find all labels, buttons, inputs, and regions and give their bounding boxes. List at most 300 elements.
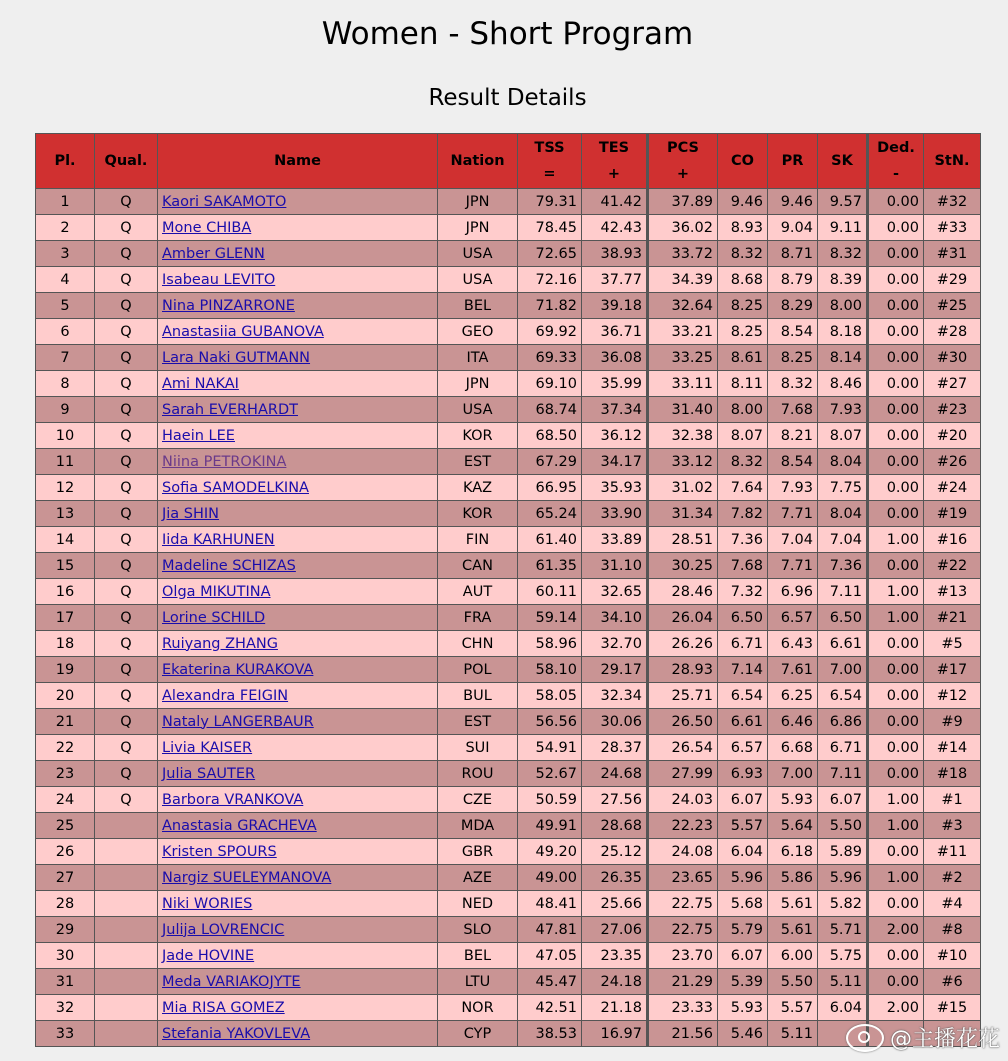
header-stn bbox=[924, 134, 981, 189]
cell-tes: 26.35 bbox=[582, 865, 648, 891]
cell-pl: 16 bbox=[36, 579, 95, 605]
cell-nation: BUL bbox=[438, 683, 518, 709]
cell-tes: 23.35 bbox=[582, 943, 648, 969]
cell-qual: Q bbox=[95, 319, 158, 345]
table-row bbox=[36, 319, 981, 345]
cell-stn: #27 bbox=[924, 371, 981, 397]
table-row bbox=[36, 345, 981, 371]
skater-name-link[interactable]: Nataly LANGERBAUR bbox=[162, 713, 314, 730]
cell-qual bbox=[95, 865, 158, 891]
header-co-label: CO bbox=[731, 153, 754, 169]
cell-nation: EST bbox=[438, 449, 518, 475]
cell-pl: 11 bbox=[36, 449, 95, 475]
cell-pcs: 26.50 bbox=[648, 709, 718, 735]
table-row bbox=[36, 917, 981, 943]
cell-tes: 42.43 bbox=[582, 215, 648, 241]
cell-stn: #23 bbox=[924, 397, 981, 423]
skater-name-link[interactable]: Iida KARHUNEN bbox=[162, 531, 275, 548]
skater-name-link[interactable]: Ruiyang ZHANG bbox=[162, 635, 278, 652]
cell-pl: 9 bbox=[36, 397, 95, 423]
cell-pl: 21 bbox=[36, 709, 95, 735]
table-row bbox=[36, 605, 981, 631]
cell-pl: 28 bbox=[36, 891, 95, 917]
cell-pl: 18 bbox=[36, 631, 95, 657]
skater-name-link[interactable]: Nina PINZARRONE bbox=[162, 297, 295, 314]
cell-pl: 5 bbox=[36, 293, 95, 319]
cell-nation: USA bbox=[438, 397, 518, 423]
cell-tss: 69.92 bbox=[518, 319, 582, 345]
cell-qual: Q bbox=[95, 657, 158, 683]
cell-ded: 0.00 bbox=[868, 371, 924, 397]
cell-pcs: 28.46 bbox=[648, 579, 718, 605]
cell-co: 6.04 bbox=[718, 839, 768, 865]
cell-pcs: 28.51 bbox=[648, 527, 718, 553]
cell-name bbox=[158, 787, 438, 813]
skater-name-link[interactable]: Jade HOVINE bbox=[162, 947, 255, 964]
skater-name-link[interactable]: Amber GLENN bbox=[162, 245, 265, 262]
cell-co: 5.93 bbox=[718, 995, 768, 1021]
cell-tes: 31.10 bbox=[582, 553, 648, 579]
cell-pl: 14 bbox=[36, 527, 95, 553]
cell-co: 7.32 bbox=[718, 579, 768, 605]
header-qual-label: Qual. bbox=[104, 153, 148, 169]
cell-sk: 8.46 bbox=[818, 371, 868, 397]
cell-ded: 0.00 bbox=[868, 475, 924, 501]
cell-sk: 7.93 bbox=[818, 397, 868, 423]
cell-name bbox=[158, 293, 438, 319]
cell-stn: #25 bbox=[924, 293, 981, 319]
cell-stn: #33 bbox=[924, 215, 981, 241]
header-name-label: Name bbox=[274, 153, 321, 169]
cell-sk: 6.86 bbox=[818, 709, 868, 735]
cell-ded: 0.00 bbox=[868, 735, 924, 761]
cell-stn: #13 bbox=[924, 579, 981, 605]
cell-sk: 7.11 bbox=[818, 761, 868, 787]
cell-ded: 0.00 bbox=[868, 891, 924, 917]
table-row bbox=[36, 761, 981, 787]
cell-pr: 8.21 bbox=[768, 423, 818, 449]
cell-pr: 9.46 bbox=[768, 189, 818, 215]
cell-pr: 7.00 bbox=[768, 761, 818, 787]
cell-tss: 49.20 bbox=[518, 839, 582, 865]
cell-sk: 8.07 bbox=[818, 423, 868, 449]
cell-name bbox=[158, 657, 438, 683]
skater-name-link[interactable]: Lara Naki GUTMANN bbox=[162, 349, 311, 366]
cell-ded: 0.00 bbox=[868, 423, 924, 449]
cell-pcs: 26.54 bbox=[648, 735, 718, 761]
header-name bbox=[158, 134, 438, 189]
skater-name-link[interactable]: Olga MIKUTINA bbox=[162, 583, 271, 600]
cell-pcs: 32.38 bbox=[648, 423, 718, 449]
skater-name-link[interactable]: Lorine SCHILD bbox=[162, 609, 266, 626]
table-row bbox=[36, 579, 981, 605]
cell-ded: 0.00 bbox=[868, 215, 924, 241]
cell-name bbox=[158, 969, 438, 995]
cell-tes: 21.18 bbox=[582, 995, 648, 1021]
cell-tes: 36.12 bbox=[582, 423, 648, 449]
watermark-text: @主播花花 bbox=[889, 1027, 1000, 1052]
skater-name-link[interactable]: Ekaterina KURAKOVA bbox=[162, 661, 314, 678]
table-row bbox=[36, 189, 981, 215]
cell-pl: 8 bbox=[36, 371, 95, 397]
cell-sk: 5.96 bbox=[818, 865, 868, 891]
cell-tss: 68.50 bbox=[518, 423, 582, 449]
cell-qual: Q bbox=[95, 267, 158, 293]
cell-tss: 61.35 bbox=[518, 553, 582, 579]
table-row bbox=[36, 397, 981, 423]
cell-tss: 72.65 bbox=[518, 241, 582, 267]
cell-name bbox=[158, 319, 438, 345]
cell-co: 8.11 bbox=[718, 371, 768, 397]
cell-nation: JPN bbox=[438, 189, 518, 215]
table-row bbox=[36, 891, 981, 917]
cell-tes: 37.77 bbox=[582, 267, 648, 293]
cell-nation: MDA bbox=[438, 813, 518, 839]
cell-ded: 1.00 bbox=[868, 813, 924, 839]
header-row bbox=[36, 134, 981, 189]
cell-co: 6.54 bbox=[718, 683, 768, 709]
cell-tss: 65.24 bbox=[518, 501, 582, 527]
cell-ded: 0.00 bbox=[868, 709, 924, 735]
cell-qual: Q bbox=[95, 761, 158, 787]
cell-co: 6.61 bbox=[718, 709, 768, 735]
table-row bbox=[36, 657, 981, 683]
skater-name-link[interactable]: Niina PETROKINA bbox=[162, 453, 287, 470]
cell-pcs: 33.11 bbox=[648, 371, 718, 397]
cell-tes: 25.12 bbox=[582, 839, 648, 865]
header-pcs bbox=[648, 134, 718, 189]
cell-tss: 69.10 bbox=[518, 371, 582, 397]
cell-tes: 24.68 bbox=[582, 761, 648, 787]
cell-stn: #5 bbox=[924, 631, 981, 657]
cell-pl: 23 bbox=[36, 761, 95, 787]
cell-stn: #26 bbox=[924, 449, 981, 475]
skater-name-link[interactable]: Isabeau LEVITO bbox=[162, 271, 276, 288]
cell-co: 5.46 bbox=[718, 1021, 768, 1047]
cell-qual bbox=[95, 891, 158, 917]
cell-ded: 0.00 bbox=[868, 397, 924, 423]
table-row bbox=[36, 1021, 981, 1047]
skater-name-link[interactable]: Meda VARIAKOJYTE bbox=[162, 973, 301, 990]
table-row bbox=[36, 735, 981, 761]
cell-pl: 1 bbox=[36, 189, 95, 215]
cell-stn: #15 bbox=[924, 995, 981, 1021]
cell-stn: #8 bbox=[924, 917, 981, 943]
skater-name-link[interactable]: Kristen SPOURS bbox=[162, 843, 277, 860]
cell-stn: #9 bbox=[924, 709, 981, 735]
cell-pcs: 22.75 bbox=[648, 891, 718, 917]
skater-name-link[interactable]: Mia RISA GOMEZ bbox=[162, 999, 285, 1016]
skater-name-link[interactable]: Sarah EVERHARDT bbox=[162, 401, 298, 418]
cell-name bbox=[158, 605, 438, 631]
skater-name-link[interactable]: Kaori SAKAMOTO bbox=[162, 193, 287, 210]
header-nation bbox=[438, 134, 518, 189]
cell-tes: 32.70 bbox=[582, 631, 648, 657]
cell-ded: 0.00 bbox=[868, 189, 924, 215]
cell-tes: 34.17 bbox=[582, 449, 648, 475]
cell-tes: 36.71 bbox=[582, 319, 648, 345]
skater-name-link[interactable]: Haein LEE bbox=[162, 427, 235, 444]
cell-co: 8.93 bbox=[718, 215, 768, 241]
table-row bbox=[36, 865, 981, 891]
cell-sk: 6.54 bbox=[818, 683, 868, 709]
cell-nation: BEL bbox=[438, 943, 518, 969]
cell-name bbox=[158, 1021, 438, 1047]
cell-pcs: 26.26 bbox=[648, 631, 718, 657]
cell-pr: 7.71 bbox=[768, 501, 818, 527]
cell-co: 5.39 bbox=[718, 969, 768, 995]
table-row bbox=[36, 241, 981, 267]
cell-co: 8.32 bbox=[718, 449, 768, 475]
cell-qual bbox=[95, 995, 158, 1021]
cell-qual: Q bbox=[95, 189, 158, 215]
cell-tes: 35.99 bbox=[582, 371, 648, 397]
cell-stn: #17 bbox=[924, 657, 981, 683]
cell-pl: 4 bbox=[36, 267, 95, 293]
cell-co: 7.82 bbox=[718, 501, 768, 527]
cell-pr: 6.96 bbox=[768, 579, 818, 605]
header-pl-label: Pl. bbox=[54, 153, 76, 169]
cell-pr: 7.71 bbox=[768, 553, 818, 579]
table-row bbox=[36, 293, 981, 319]
cell-name bbox=[158, 371, 438, 397]
cell-sk: 7.36 bbox=[818, 553, 868, 579]
cell-tes: 39.18 bbox=[582, 293, 648, 319]
cell-name bbox=[158, 527, 438, 553]
table-row bbox=[36, 839, 981, 865]
cell-tes: 35.93 bbox=[582, 475, 648, 501]
cell-qual: Q bbox=[95, 579, 158, 605]
cell-nation: CYP bbox=[438, 1021, 518, 1047]
cell-nation: CZE bbox=[438, 787, 518, 813]
cell-name bbox=[158, 813, 438, 839]
cell-tes: 30.06 bbox=[582, 709, 648, 735]
cell-tss: 48.41 bbox=[518, 891, 582, 917]
cell-sk: 8.04 bbox=[818, 501, 868, 527]
cell-pr: 5.86 bbox=[768, 865, 818, 891]
cell-stn: #21 bbox=[924, 605, 981, 631]
cell-co: 5.79 bbox=[718, 917, 768, 943]
skater-name-link[interactable]: Alexandra FEIGIN bbox=[162, 687, 289, 704]
cell-name bbox=[158, 241, 438, 267]
cell-sk: 8.18 bbox=[818, 319, 868, 345]
header-qual bbox=[95, 134, 158, 189]
cell-co: 8.61 bbox=[718, 345, 768, 371]
cell-tss: 49.91 bbox=[518, 813, 582, 839]
cell-pr: 7.68 bbox=[768, 397, 818, 423]
cell-qual: Q bbox=[95, 553, 158, 579]
table-row bbox=[36, 215, 981, 241]
cell-nation: GEO bbox=[438, 319, 518, 345]
cell-pr: 6.68 bbox=[768, 735, 818, 761]
cell-name bbox=[158, 215, 438, 241]
cell-qual: Q bbox=[95, 735, 158, 761]
cell-pcs: 36.02 bbox=[648, 215, 718, 241]
cell-pcs: 33.12 bbox=[648, 449, 718, 475]
skater-name-link[interactable]: Livia KAISER bbox=[162, 739, 253, 756]
cell-pl: 6 bbox=[36, 319, 95, 345]
cell-pl: 30 bbox=[36, 943, 95, 969]
cell-pr: 8.71 bbox=[768, 241, 818, 267]
results-body bbox=[36, 189, 981, 1047]
cell-pcs: 28.93 bbox=[648, 657, 718, 683]
cell-qual bbox=[95, 917, 158, 943]
cell-tes: 28.68 bbox=[582, 813, 648, 839]
skater-name-link[interactable]: Nargiz SUELEYMANOVA bbox=[162, 869, 332, 886]
cell-ded: 0.00 bbox=[868, 969, 924, 995]
cell-ded: 1.00 bbox=[868, 605, 924, 631]
cell-name bbox=[158, 839, 438, 865]
cell-pl: 26 bbox=[36, 839, 95, 865]
cell-nation: ITA bbox=[438, 345, 518, 371]
cell-name bbox=[158, 683, 438, 709]
cell-nation: FIN bbox=[438, 527, 518, 553]
cell-pcs: 32.64 bbox=[648, 293, 718, 319]
cell-stn: #22 bbox=[924, 553, 981, 579]
cell-name bbox=[158, 865, 438, 891]
cell-tss: 59.14 bbox=[518, 605, 582, 631]
cell-pcs: 27.99 bbox=[648, 761, 718, 787]
cell-qual: Q bbox=[95, 241, 158, 267]
cell-name bbox=[158, 553, 438, 579]
cell-stn: #19 bbox=[924, 501, 981, 527]
cell-co: 7.64 bbox=[718, 475, 768, 501]
cell-qual: Q bbox=[95, 605, 158, 631]
skater-name-link[interactable]: Julija LOVRENCIC bbox=[162, 921, 285, 938]
header-sk-label: SK bbox=[831, 153, 853, 169]
skater-name-link[interactable]: Julia SAUTER bbox=[162, 765, 256, 782]
cell-ded: 0.00 bbox=[868, 319, 924, 345]
cell-pl: 10 bbox=[36, 423, 95, 449]
cell-tes: 27.06 bbox=[582, 917, 648, 943]
cell-nation: FRA bbox=[438, 605, 518, 631]
cell-co: 7.68 bbox=[718, 553, 768, 579]
cell-co: 6.07 bbox=[718, 943, 768, 969]
cell-co: 5.57 bbox=[718, 813, 768, 839]
cell-qual bbox=[95, 1021, 158, 1047]
cell-nation: USA bbox=[438, 267, 518, 293]
skater-name-link[interactable]: Stefania YAKOVLEVA bbox=[162, 1025, 311, 1042]
skater-name-link[interactable]: Ami NAKAI bbox=[162, 375, 239, 392]
cell-qual: Q bbox=[95, 449, 158, 475]
cell-stn: #6 bbox=[924, 969, 981, 995]
cell-pcs: 22.75 bbox=[648, 917, 718, 943]
cell-stn: #12 bbox=[924, 683, 981, 709]
cell-tss: 58.96 bbox=[518, 631, 582, 657]
cell-pcs: 23.70 bbox=[648, 943, 718, 969]
cell-tes: 24.18 bbox=[582, 969, 648, 995]
cell-pr: 7.61 bbox=[768, 657, 818, 683]
cell-tes: 36.08 bbox=[582, 345, 648, 371]
cell-qual: Q bbox=[95, 215, 158, 241]
cell-pr: 8.29 bbox=[768, 293, 818, 319]
cell-pr: 6.43 bbox=[768, 631, 818, 657]
cell-name bbox=[158, 943, 438, 969]
cell-stn: #11 bbox=[924, 839, 981, 865]
table-row bbox=[36, 631, 981, 657]
cell-sk: 7.75 bbox=[818, 475, 868, 501]
cell-tss: 45.47 bbox=[518, 969, 582, 995]
cell-tss: 47.05 bbox=[518, 943, 582, 969]
cell-pl: 32 bbox=[36, 995, 95, 1021]
cell-stn: #29 bbox=[924, 267, 981, 293]
cell-pr: 7.93 bbox=[768, 475, 818, 501]
table-row bbox=[36, 423, 981, 449]
cell-pcs: 33.72 bbox=[648, 241, 718, 267]
cell-tss: 69.33 bbox=[518, 345, 582, 371]
skater-name-link[interactable]: Sofia SAMODELKINA bbox=[162, 479, 309, 496]
cell-qual: Q bbox=[95, 527, 158, 553]
cell-name bbox=[158, 449, 438, 475]
cell-tss: 79.31 bbox=[518, 189, 582, 215]
cell-tss: 42.51 bbox=[518, 995, 582, 1021]
skater-name-link[interactable]: Anastasia GRACHEVA bbox=[162, 817, 317, 834]
cell-pr: 6.25 bbox=[768, 683, 818, 709]
cell-tes: 41.42 bbox=[582, 189, 648, 215]
cell-name bbox=[158, 397, 438, 423]
cell-pl: 17 bbox=[36, 605, 95, 631]
cell-ded: 0.00 bbox=[868, 345, 924, 371]
skater-name-link[interactable]: Niki WORIES bbox=[162, 895, 253, 912]
table-row bbox=[36, 787, 981, 813]
cell-nation: EST bbox=[438, 709, 518, 735]
cell-pr: 5.61 bbox=[768, 917, 818, 943]
cell-nation: POL bbox=[438, 657, 518, 683]
cell-pcs: 21.56 bbox=[648, 1021, 718, 1047]
table-row bbox=[36, 813, 981, 839]
cell-name bbox=[158, 345, 438, 371]
cell-qual: Q bbox=[95, 631, 158, 657]
cell-nation: KOR bbox=[438, 423, 518, 449]
cell-sk: 7.11 bbox=[818, 579, 868, 605]
cell-sk: 5.89 bbox=[818, 839, 868, 865]
table-row bbox=[36, 709, 981, 735]
cell-pr: 5.57 bbox=[768, 995, 818, 1021]
cell-name bbox=[158, 631, 438, 657]
cell-ded: 0.00 bbox=[868, 683, 924, 709]
header-ded bbox=[868, 134, 924, 189]
header-pr-label: PR bbox=[781, 153, 804, 169]
cell-stn: #1 bbox=[924, 787, 981, 813]
cell-qual bbox=[95, 943, 158, 969]
cell-pcs: 24.08 bbox=[648, 839, 718, 865]
cell-pcs: 24.03 bbox=[648, 787, 718, 813]
skater-name-link[interactable]: Jia SHIN bbox=[162, 505, 220, 522]
skater-name-link[interactable]: Barbora VRANKOVA bbox=[162, 791, 304, 808]
cell-tes: 29.17 bbox=[582, 657, 648, 683]
cell-ded: 0.00 bbox=[868, 267, 924, 293]
cell-nation: AZE bbox=[438, 865, 518, 891]
cell-stn: #18 bbox=[924, 761, 981, 787]
cell-pr: 5.50 bbox=[768, 969, 818, 995]
skater-name-link[interactable]: Anastasiia GUBANOVA bbox=[162, 323, 324, 340]
skater-name-link[interactable]: Mone CHIBA bbox=[162, 219, 252, 236]
header-co bbox=[718, 134, 768, 189]
skater-name-link[interactable]: Madeline SCHIZAS bbox=[162, 557, 296, 574]
cell-nation: SUI bbox=[438, 735, 518, 761]
header-pcs-operator: + bbox=[676, 166, 690, 182]
cell-pr: 9.04 bbox=[768, 215, 818, 241]
cell-tss: 61.40 bbox=[518, 527, 582, 553]
header-sk bbox=[818, 134, 868, 189]
cell-co: 8.07 bbox=[718, 423, 768, 449]
cell-pr: 8.54 bbox=[768, 449, 818, 475]
table-row bbox=[36, 553, 981, 579]
cell-qual: Q bbox=[95, 501, 158, 527]
header-tes-operator: + bbox=[607, 166, 621, 182]
cell-pcs: 33.25 bbox=[648, 345, 718, 371]
cell-name bbox=[158, 709, 438, 735]
